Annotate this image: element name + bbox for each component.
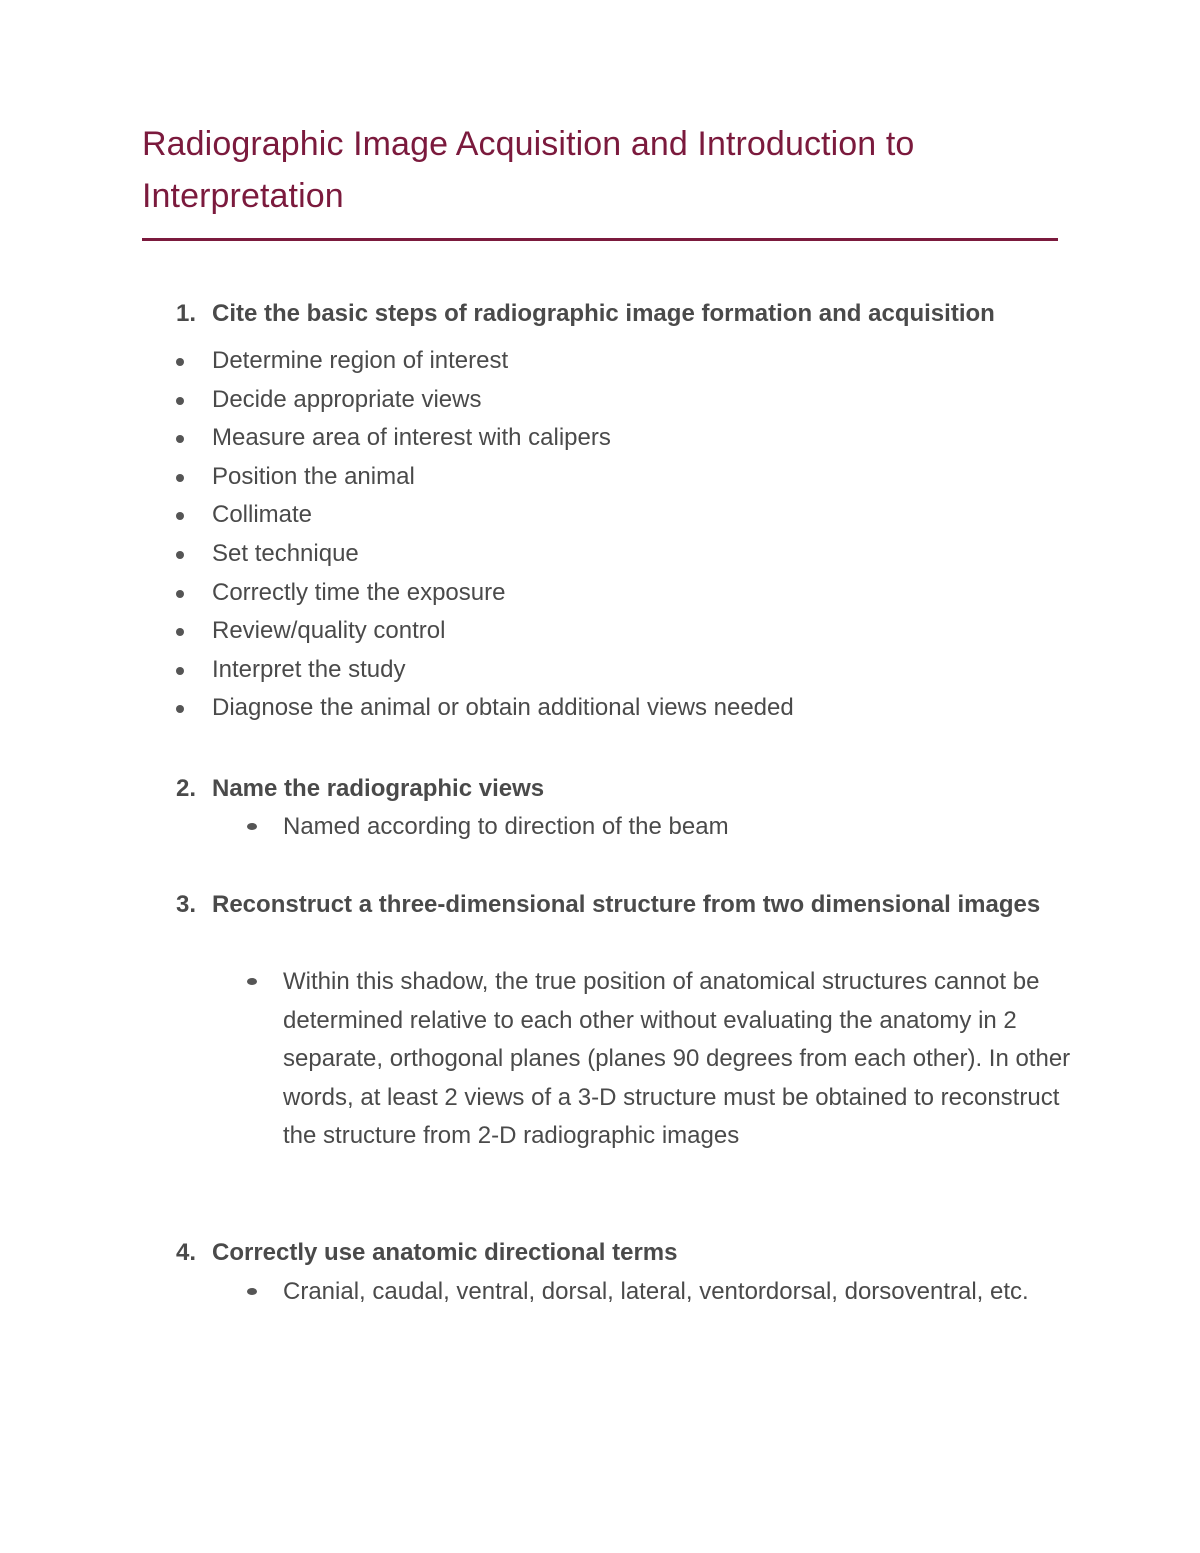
list-item [212, 612, 1072, 651]
list-item-text: Determine region of interest [212, 347, 509, 374]
list-item [283, 963, 1073, 1156]
bullet-icon [247, 823, 257, 830]
list-item [212, 535, 1072, 574]
bullet-icon [176, 667, 184, 675]
section-4-number: 4. [176, 1239, 197, 1266]
list-item-text: Collimate [212, 501, 313, 529]
list-item [212, 496, 1072, 535]
bullet-icon [176, 551, 184, 559]
list-item-text: Review/quality control [212, 617, 446, 645]
section-3-bullet-list [283, 963, 1073, 1156]
list-item-text: Named according to direction of the beam [283, 813, 729, 840]
list-item [212, 651, 1072, 690]
list-item [212, 419, 1072, 458]
list-item [212, 381, 1072, 420]
list-item [212, 458, 1072, 497]
section-2-bullet-list [283, 808, 1083, 847]
section-3-number: 3. [176, 891, 197, 918]
section-2-heading-text: Name the radiographic views [212, 775, 545, 802]
list-item [212, 574, 1072, 613]
bullet-icon [176, 474, 184, 482]
list-item-text: Cranial, caudal, ventral, dorsal, lateral, ventordorsal, dorsoventral, etc. [283, 1278, 1029, 1305]
section-4-heading-text: Correctly use anatomic directional terms [212, 1239, 678, 1266]
section-2-number: 2. [176, 775, 197, 802]
list-item-text: Set technique [212, 539, 359, 567]
bullet-icon [176, 358, 184, 366]
section-4-heading [176, 1233, 1076, 1273]
bullet-icon [247, 978, 257, 985]
section-1-heading [176, 294, 1076, 334]
list-item [212, 342, 1072, 381]
list-item-text: Within this shadow, the true position of anatomical structures cannot be determined relative to each other without evaluating the anatomy in 2 separate, orthogonal planes (planes 90 degrees from each other). In other words, at least 2 views of a 3-D structure must be obtained to reconstruct the structure from 2-D radiographic images [283, 968, 1071, 1150]
bullet-icon [176, 397, 184, 405]
list-item [212, 689, 1072, 728]
bullet-icon [176, 435, 184, 443]
list-item-text: Correctly time the exposure [212, 578, 506, 606]
list-item-text: Interpret the study [212, 655, 406, 683]
section-1-number: 1. [176, 300, 197, 327]
bullet-icon [176, 512, 184, 520]
title-underline-divider [142, 238, 1058, 241]
section-4-bullet-list [283, 1273, 1073, 1312]
list-item-text: Position the animal [212, 462, 415, 490]
section-3-heading-text: Reconstruct a three-dimensional structure from two dimensional images [212, 891, 1041, 918]
bullet-icon [176, 628, 184, 636]
section-1-bullet-list [212, 342, 1072, 728]
bullet-icon [176, 590, 184, 598]
list-item [283, 1273, 1073, 1312]
bullet-icon [247, 1288, 257, 1295]
list-item [283, 808, 1083, 847]
section-3-heading [176, 885, 1076, 965]
list-item-text: Decide appropriate views [212, 385, 482, 413]
list-item-text: Measure area of interest with calipers [212, 424, 611, 452]
list-item-text: Diagnose the animal or obtain additional views needed [212, 694, 794, 722]
page-title: Radiographic Image Acquisition and Introduction to Interpretation [142, 125, 915, 215]
bullet-icon [176, 705, 184, 713]
section-1-heading-text: Cite the basic steps of radiographic image formation and acquisition [212, 300, 995, 327]
section-2-heading [176, 769, 1076, 809]
